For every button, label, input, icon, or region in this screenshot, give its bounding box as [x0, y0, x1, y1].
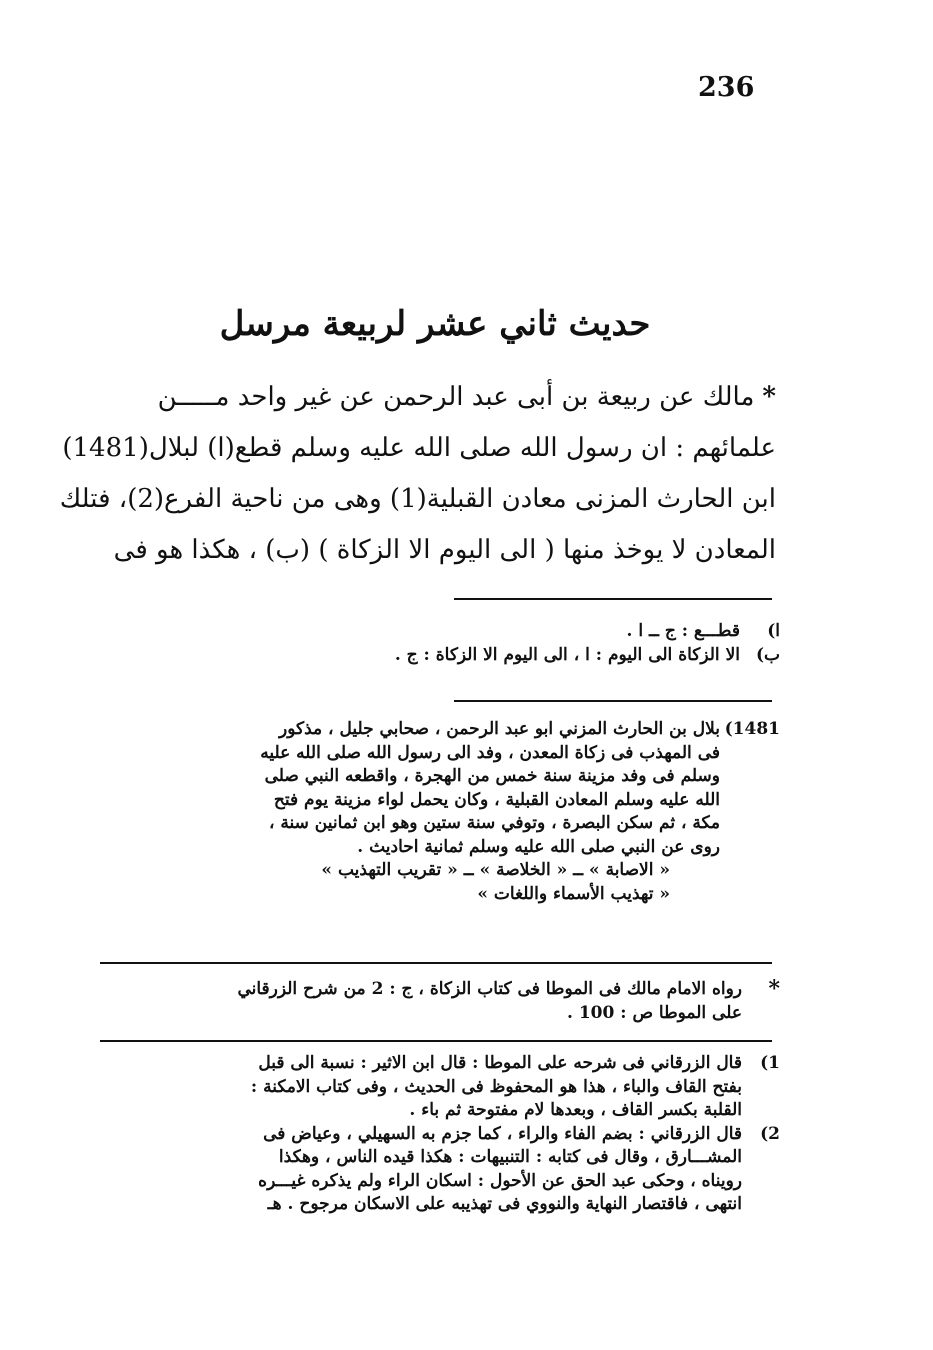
footnote: [100, 1123, 780, 1217]
note-text: قطـــع : ج ــ ا .: [626, 621, 740, 641]
source-note: [100, 978, 780, 1025]
source-row: [100, 978, 780, 1025]
note-line: فى المهذب فى زكاة المعدن ، وفد الى رسول الله صلى الله عليه: [260, 742, 720, 763]
note-label: ا): [767, 621, 780, 641]
note-line: رواه الامام مالك فى الموطا فى كتاب الزكاة ، ج : 2 من شرح الزرقاني: [237, 979, 742, 999]
divider-line: [100, 962, 772, 964]
note-line: انتهى ، فاقتصار النهاية والنووي فى تهذيبه على الاسكان مرجوح . هـ: [267, 1194, 742, 1214]
note-text: الا الزكاة الى اليوم : ا ، الى اليوم الا الزكاة : ج .: [394, 644, 740, 665]
biography-row: [100, 718, 780, 906]
note-line: روى عن النبي صلى الله عليه وسلم ثمانية احاديث .: [357, 836, 720, 857]
note-line: الله عليه وسلم المعادن القبلية ، وكان يحمل لواء مزينة يوم فتح: [273, 789, 720, 810]
star-marker: *: [762, 382, 776, 412]
star-marker: *: [768, 976, 780, 1002]
variant-notes: [250, 620, 780, 667]
main-line: ابن الحارث المزنى معادن القبلية(1) وهى من ناحية الفرع(2)، فتلك: [59, 484, 776, 514]
divider-line: [100, 1040, 772, 1042]
footnote-text: [100, 1123, 742, 1217]
note-line: قال الزرقاني : بضم الفاء والراء ، كما جزم به السهيلي ، وعياض فى: [263, 1123, 742, 1144]
note-line: قال الزرقاني فى شرحه على الموطا : قال ابن الاثير : نسبة الى قبل: [258, 1053, 742, 1073]
note-line: وسلم فى وفد مزينة سنة خمس من الهجرة ، واقطعه النبي صلى: [264, 766, 720, 786]
main-line: علمائهم : ان رسول الله صلى الله عليه وسلم قطع(ا) لبلال(1481): [62, 433, 776, 463]
note-label: 2): [760, 1123, 780, 1144]
hadith-title: حديث ثاني عشر لربيعة مرسل: [219, 304, 651, 344]
note-line: بفتح القاف والباء ، هذا هو المحفوظ فى الحديث ، وفى كتاب الامكنة :: [250, 1076, 742, 1097]
note-line: « تهذيب الأسماء واللغات »: [477, 883, 670, 904]
main-line: [98, 372, 776, 423]
source-text: [100, 978, 742, 1025]
variant-note: [250, 644, 780, 668]
divider-line: [454, 598, 772, 600]
note-label: ب): [755, 644, 780, 665]
biography-text: [100, 718, 720, 906]
variant-note: [250, 620, 780, 644]
note-line: مكة ، ثم سكن البصرة ، وتوفي سنة ستين وهو ابن ثمانين سنة ،: [268, 813, 720, 833]
main-line-text: مالك عن ربيعة بن أبى عبد الرحمن عن غير واحد مـــــن: [157, 382, 755, 412]
page-number: 236: [698, 72, 755, 103]
note-line: « الاصابة » ــ « الخلاصة » ــ « تقريب التهذيب »: [321, 860, 670, 880]
main-text: [59, 372, 776, 576]
note-label: 1481): [724, 719, 780, 739]
footnote-text: [100, 1052, 742, 1123]
biography-note: [100, 718, 780, 906]
note-line: القلبة بكسر القاف ، وبعدها لام مفتوحة ثم باء .: [409, 1100, 742, 1120]
note-line: رويناه ، وحكى عبد الحق عن الأحول : اسكان الراء ولم يذكره غيـــره: [258, 1170, 742, 1191]
note-line: المشـــارق ، وقال فى كتابه : التنبيهات : هكذا قيده الناس ، وهكذا: [278, 1147, 742, 1167]
divider-line: [454, 700, 772, 702]
footnote: [100, 1052, 780, 1123]
footnotes: [100, 1052, 780, 1217]
note-line: على الموطا ص : 100 .: [566, 1002, 742, 1023]
note-line: بلال بن الحارث المزني ابو عبد الرحمن ، صحابي جليل ، مذكور: [279, 719, 720, 739]
note-label: 1): [760, 1053, 780, 1073]
main-line: المعادن لا يوخذ منها ( الى اليوم الا الزكاة ) (ب) ، هكذا هو فى: [113, 535, 776, 565]
